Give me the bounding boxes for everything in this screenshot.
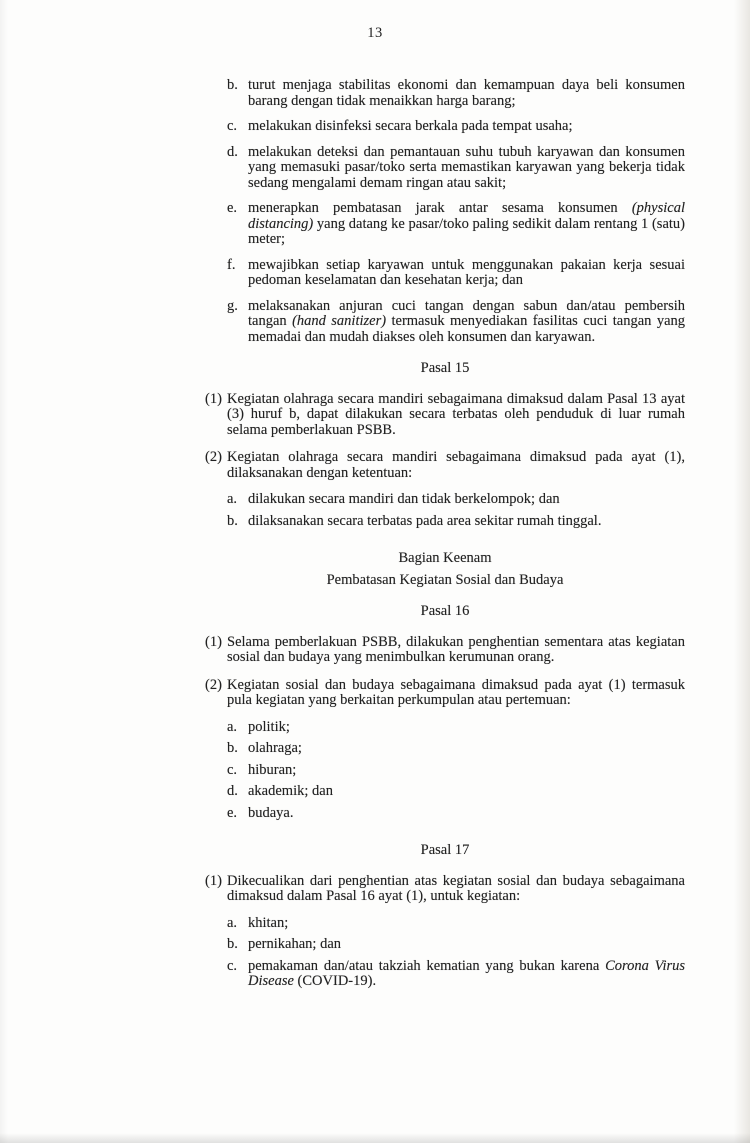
text-segment: (COVID-19). [293,973,377,989]
text-segment-italic: (physical distancing) [248,200,685,232]
item-label: d. [227,783,238,799]
item-label: b. [227,740,238,756]
list-item-b [227,78,685,109]
item-label: c. [227,761,238,778]
paragraph: Selama pemberlakuan PSBB, dilakukan penghentian sementara atas kegiatan sosial dan budaya yang menimbulkan kerumunan orang. [227,633,685,665]
item-label: d. [227,143,238,160]
item-text [248,78,685,109]
item-label: (2) [205,449,222,465]
text-segment: mewajibkan setiap karyawan untuk menggunakan pakaian kerja sesuai pedoman keselamatan dan kesehatan kerja; dan [248,256,685,288]
paragraph: Kegiatan olahraga secara mandiri sebagaimana dimaksud dalam Pasal 13 ayat (3) huruf b, dapat dilakukan secara terbatas oleh penduduk di luar rumah selama pemberlakuan PSBB. [227,390,685,438]
item-label: e. [227,804,238,821]
text-segment-italic: Corona Virus Disease [248,957,686,989]
text-segment: pemakaman dan/atau takziah kematian yang bukan karena [248,957,606,974]
sub-item-politik [227,720,685,736]
text-segment: khitan; [248,914,289,931]
item-text [248,959,685,990]
item-text: hiburan; [248,761,297,778]
item-text [227,678,685,828]
item-label: (2) [205,676,222,693]
numbered-item-15-2 [205,450,685,535]
sub-list-17-1 [227,916,685,990]
item-label: (1) [205,872,222,889]
item-label: a. [227,914,238,931]
item-text: dilaksanakan secara terbatas pada area sekitar rumah tinggal. [248,512,602,529]
sub-item-hiburan [227,763,685,779]
text-segment: melaksanakan anjuran cuci tangan dengan sabun dan/atau pembersih tangan [248,297,685,329]
text-segment: turut menjaga stabilitas ekonomi dan kemampuan daya beli konsumen barang dengan tidak menaikkan harga barang; [248,77,685,109]
sub-item-akademik [227,784,685,800]
paragraph: Kegiatan sosial dan budaya sebagaimana dimaksud pada ayat (1) termasuk pula kegiatan yang berkaitan perkumpulan atau pertemuan: [227,676,685,708]
item-label: g. [227,297,238,314]
numbered-item-15-1 [205,392,685,439]
section-heading-bagian-keenam: Bagian Keenam [398,550,492,566]
item-label: (1) [205,390,222,407]
item-text [248,258,685,289]
numbered-item-17-1 [205,874,685,996]
item-text: politik; [248,718,290,735]
item-label: a. [227,718,238,735]
item-text [227,450,685,535]
list-item-f [227,258,685,289]
section-heading-pasal-16: Pasal 16 [420,603,470,619]
numbered-item-16-1 [205,635,685,666]
text-segment: yang datang ke pasar/toko paling sedikit dalam rentang 1 (satu) meter; [248,215,685,247]
item-label: c. [227,118,238,134]
page-number: 13 [367,25,383,41]
paragraph: Dikecualikan dari penghentian atas kegiatan sosial dan budaya sebagaimana dimaksud dalam Pasal 16 ayat (1), untuk kegiatan: [227,872,685,904]
scan-edge-right [734,0,750,1143]
paragraph: Kegiatan olahraga secara mandiri sebagaimana dimaksud pada ayat (1), dilaksanakan dengan ketentuan: [227,449,685,481]
item-text [248,201,685,248]
item-text: akademik; dan [248,783,333,799]
sub-item-khitan [227,916,685,932]
text-segment: menerapkan pembatasan jarak antar sesama konsumen [248,200,632,216]
item-text [227,874,685,996]
item-label: b. [227,936,238,952]
scan-edge-left [0,0,8,1143]
item-label: b. [227,77,238,93]
sub-item-a [227,492,685,508]
sub-item-budaya [227,806,685,822]
item-text [248,119,685,135]
numbered-item-16-2 [205,678,685,828]
section-heading-pasal-15: Pasal 15 [420,360,470,376]
item-text [227,635,685,666]
list-item-g [227,299,685,346]
item-label: f. [227,256,236,273]
sub-item-b [227,514,685,530]
list-item-c [227,119,685,135]
sub-list-16-2 [227,720,685,822]
section-subtitle-bagian-keenam: Pembatasan Kegiatan Sosial dan Budaya [326,571,564,588]
list-item-d [227,145,685,192]
item-label: c. [227,957,238,974]
item-label: b. [227,512,238,529]
text-segment: melakukan deteksi dan pemantauan suhu tubuh karyawan dan konsumen yang memasuki pasar/toko serta memastikan karyawan yang bekerja tidak sedang mengalami demam ringan atau sakit; [248,143,685,191]
item-text [248,145,685,192]
text-segment: termasuk menyediakan fasilitas cuci tangan yang memadai dan mudah diakses oleh konsumen dan karyawan. [248,313,686,345]
item-text [248,299,685,346]
text-segment-italic: (hand sanitizer) [292,313,387,329]
item-text [248,916,685,932]
item-text: olahraga; [248,740,302,756]
sub-item-olahraga [227,741,685,757]
text-segment: pernikahan; dan [248,936,342,952]
sub-list-15-2 [227,492,685,529]
item-text: dilakukan secara mandiri dan tidak berkelompok; dan [248,491,560,507]
section-heading-pasal-17: Pasal 17 [420,842,470,858]
sub-item-pernikahan [227,937,685,953]
item-label: e. [227,200,238,216]
sub-item-pemakaman [227,959,685,990]
item-label: (1) [205,633,222,650]
item-text: budaya. [248,804,294,821]
page-content [205,78,685,996]
item-text [248,937,685,953]
scan-edge-bottom [0,1133,750,1143]
text-segment: melakukan disinfeksi secara berkala pada tempat usaha; [248,118,573,134]
item-label: a. [227,491,238,507]
list-item-e [227,201,685,248]
item-text [227,392,685,439]
